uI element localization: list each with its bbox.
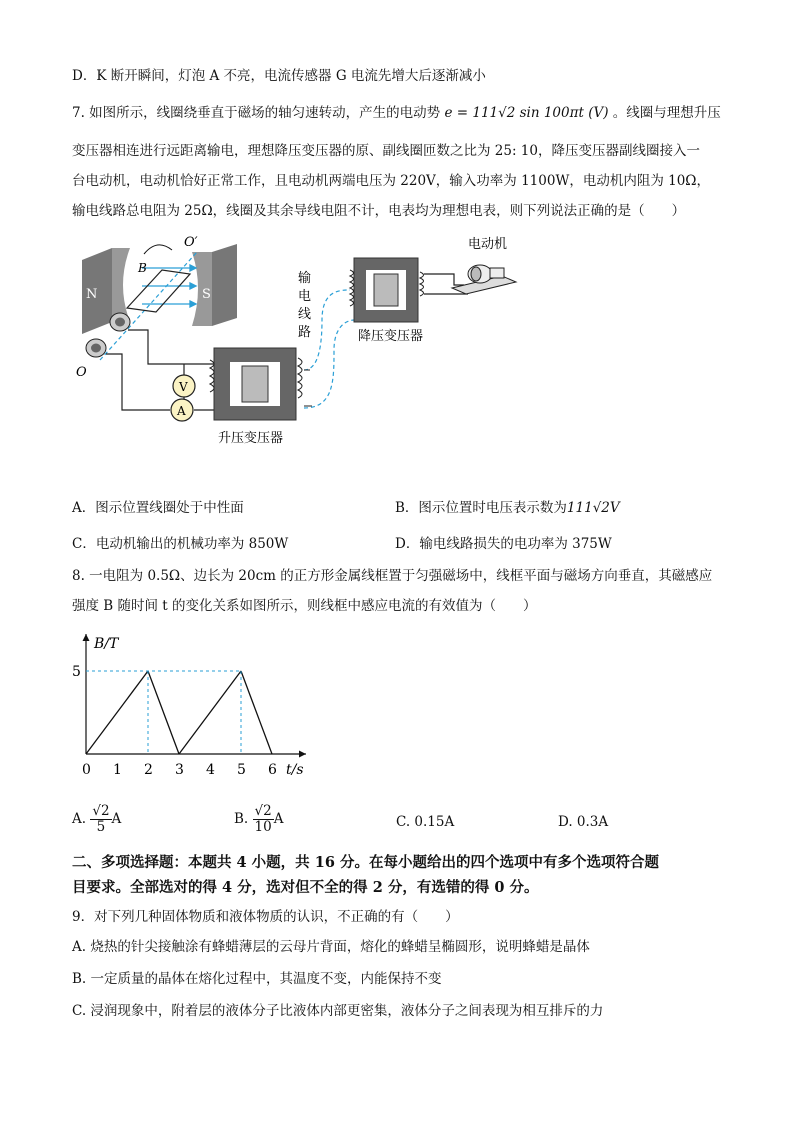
q7-line3: 台电动机，电动机恰好正常工作，且电动机两端电压为 220V，输入功率为 1100W，电动机内阻为 10Ω， — [72, 173, 710, 189]
x-tick-label-5: 5 — [237, 762, 246, 778]
transmission-line-dash-bottom — [304, 320, 354, 408]
q8-option-c: C. 0.15A — [396, 814, 455, 830]
x-tick-label-2: 2 — [144, 762, 153, 778]
prev-option-d: D．K 断开瞬间，灯泡 A 不亮，电流传感器 G 电流先增大后逐渐减小 — [72, 68, 486, 84]
q7-option-a: A．图示位置线圈处于中性面 — [72, 500, 244, 516]
magnet-s — [192, 244, 237, 326]
svg-text:线: 线 — [298, 307, 312, 322]
x-tick-label-4: 4 — [206, 762, 215, 778]
q8-option-b-unit: A — [273, 811, 284, 827]
q8-option-b-fraction — [253, 804, 274, 835]
q8-option-a-den: 5 — [96, 819, 106, 835]
q9-option-c: C. 浸润现象中，附着层的液体分子比液体内部更密集，液体分子之间表现为相互排斥的力 — [72, 1003, 604, 1019]
q7-option-b-value: 111√2V — [566, 500, 620, 516]
b-t-segment-3 — [241, 671, 272, 754]
section2-header-line2: 目要求。全部选对的得 4 分，选对但不全的得 2 分，有选错的得 0 分。 — [72, 879, 539, 896]
label-step-up: 升压变压器 — [218, 431, 284, 446]
q7-line2: 变压器相连进行远距离输电，理想降压变压器的原、副线圈匝数之比为 25: 10，降压变压器副线圈接入一 — [72, 143, 700, 159]
q7-option-b — [395, 498, 620, 518]
coil — [127, 270, 190, 312]
voltmeter — [173, 375, 195, 397]
q7-option-b-text: B．图示位置时电压表示数为 — [395, 500, 567, 516]
q7-line1 — [72, 103, 721, 123]
q8-option-b-den: 10 — [254, 819, 272, 835]
q7-transmission-figure — [72, 230, 542, 455]
q9-option-a: A. 烧热的针尖接触涂有蜂蜡薄层的云母片背面，熔化的蜂蜡呈椭圆形，说明蜂蜡是晶体 — [72, 939, 590, 955]
label-motor: 电动机 — [468, 237, 508, 252]
y-axis-label: B/T — [94, 636, 119, 652]
q8-option-a-num: √2 — [92, 803, 110, 819]
q7-option-d: D．输电线路损失的电功率为 375W — [395, 536, 612, 552]
step-up-transformer — [210, 348, 302, 420]
q8-option-a-label: A. — [72, 811, 87, 827]
x-tick-label-0: 0 — [82, 762, 91, 778]
q8-option-d: D. 0.3A — [558, 814, 609, 830]
y-tick-label-5: 5 — [72, 664, 81, 680]
b-t-segment-0 — [86, 671, 148, 754]
label-n: N — [86, 287, 98, 302]
wire-bottom — [106, 354, 170, 410]
svg-text:输: 输 — [298, 271, 312, 286]
x-axis-label: t/s — [286, 762, 304, 778]
q7-option-c: C．电动机输出的机械功率为 850W — [72, 536, 289, 552]
x-tick-label-6: 6 — [268, 762, 277, 778]
x-tick-label-1: 1 — [113, 762, 122, 778]
q7-line4: 输电线路总电阻为 25Ω，线圈及其余导线电阻不计，电表均为理想电表，则下列说法正确的是（ ） — [72, 203, 686, 219]
q8-line2: 强度 B 随时间 t 的变化关系如图所示，则线框中感应电流的有效值为（ ） — [72, 598, 537, 614]
q8-option-a-unit: A — [111, 811, 122, 827]
rotation-arrow — [144, 245, 172, 254]
b-t-chart — [72, 628, 312, 778]
label-o: O — [76, 365, 87, 380]
b-t-segment-2 — [179, 671, 241, 754]
label-o-prime: O′ — [184, 235, 198, 250]
x-tick-label-3: 3 — [175, 762, 184, 778]
q8-option-b — [234, 804, 283, 835]
motor-wire-top — [424, 274, 464, 285]
q9-stem: 9．对下列几种固体物质和液体物质的认识，不正确的有（ ） — [72, 909, 459, 925]
label-s: S — [202, 287, 211, 302]
q8-line1: 8. 一电阻为 0.5Ω、边长为 20cm 的正方形金属线框置于匀强磁场中，线框平面与磁场方向垂直，其磁感应 — [72, 568, 713, 584]
q8-option-a-fraction — [90, 804, 111, 835]
wire-top — [128, 330, 214, 364]
ammeter — [171, 399, 193, 421]
label-transmission-line — [298, 270, 311, 340]
label-v: V — [179, 380, 188, 394]
label-a: A — [177, 404, 186, 418]
label-step-down: 降压变压器 — [358, 329, 424, 344]
step-down-transformer — [350, 258, 424, 322]
svg-text:路: 路 — [298, 325, 312, 340]
q7-line1-text-a: 7. 如图所示，线圈绕垂直于磁场的轴匀速转动，产生的电动势 — [72, 105, 441, 121]
q8-option-a — [72, 804, 121, 835]
label-b: B — [138, 261, 147, 275]
q8-option-b-label: B. — [234, 811, 249, 827]
section2-header-line1: 二、多项选择题：本题共 4 小题，共 16 分。在每小题给出的四个选项中有多个选项符合题 — [72, 854, 659, 871]
svg-text:电: 电 — [298, 289, 312, 304]
q7-emf-formula: e = 111√2 sin 100πt (V) — [444, 105, 609, 121]
q7-line1-text-b: 。线圈与理想升压 — [612, 105, 721, 121]
motor — [452, 265, 516, 294]
q9-option-b: B. 一定质量的晶体在熔化过程中，其温度不变，内能保持不变 — [72, 971, 442, 987]
b-t-segment-1 — [148, 671, 179, 754]
q8-option-b-num: √2 — [254, 803, 272, 819]
